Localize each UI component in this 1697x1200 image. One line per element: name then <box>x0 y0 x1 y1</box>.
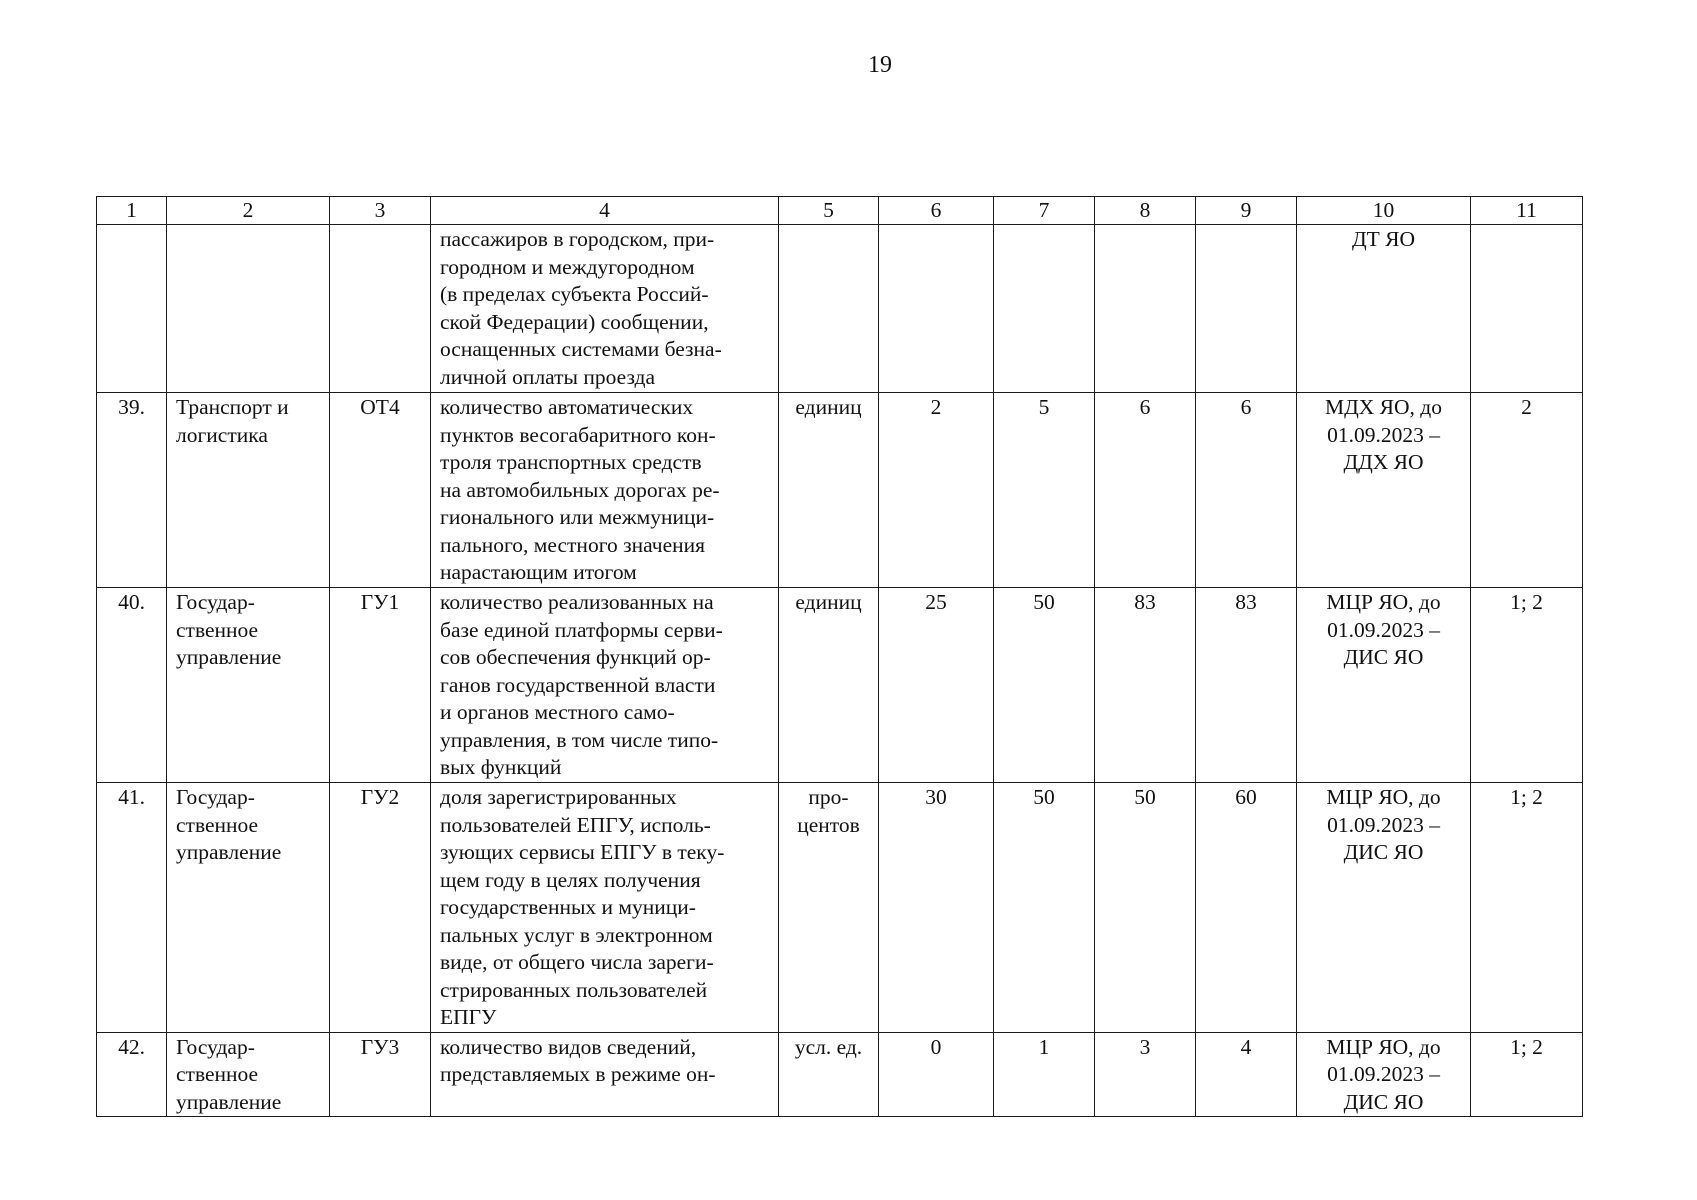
value-cell <box>879 225 994 393</box>
code-cell: ГУ1 <box>330 588 431 783</box>
note-cell: 2 <box>1471 393 1583 588</box>
indicator-cell: количество реализованных на базе единой платформы серви- сов обеспечения функций ор- ганов государственной власти и органов местного само- управления, в том числе типо- вых функций <box>431 588 779 783</box>
column-header: 7 <box>994 197 1095 225</box>
area-cell: Государ- ственное управление <box>167 588 330 783</box>
row-number <box>97 225 167 393</box>
column-header: 1 <box>97 197 167 225</box>
value-cell: 4 <box>1196 1032 1297 1117</box>
note-cell: 1; 2 <box>1471 588 1583 783</box>
unit-cell: про- центов <box>779 783 879 1033</box>
value-cell: 83 <box>1095 588 1196 783</box>
row-number: 39. <box>97 393 167 588</box>
column-number-row <box>97 197 1583 225</box>
value-cell: 25 <box>879 588 994 783</box>
value-cell: 2 <box>879 393 994 588</box>
unit-cell: усл. ед. <box>779 1032 879 1117</box>
indicator-cell: доля зарегистрированных пользователей ЕПГУ, исполь- зующих сервисы ЕПГУ в теку- щем году в целях получения государственных и муници- пальных услуг в электронном виде, от общего числа зареги- стрированных пользователей ЕПГУ <box>431 783 779 1033</box>
value-cell: 1 <box>994 1032 1095 1117</box>
value-cell: 83 <box>1196 588 1297 783</box>
area-cell: Государ- ственное управление <box>167 783 330 1033</box>
indicators-table <box>96 196 1583 1117</box>
value-cell: 30 <box>879 783 994 1033</box>
value-cell: 5 <box>994 393 1095 588</box>
value-cell <box>1196 225 1297 393</box>
value-cell <box>1095 225 1196 393</box>
table-row <box>97 225 1583 393</box>
column-header: 5 <box>779 197 879 225</box>
unit-cell: единиц <box>779 588 879 783</box>
value-cell: 50 <box>994 783 1095 1033</box>
row-number: 40. <box>97 588 167 783</box>
table-row <box>97 393 1583 588</box>
value-cell: 50 <box>994 588 1095 783</box>
responsible-cell: МДХ ЯО, до 01.09.2023 – ДДХ ЯО <box>1297 393 1471 588</box>
unit-cell: единиц <box>779 393 879 588</box>
area-cell: Государ- ственное управление <box>167 1032 330 1117</box>
code-cell: ГУ2 <box>330 783 431 1033</box>
indicator-cell: количество автоматических пунктов весогабаритного кон- троля транспортных средств на автомобильных дорогах ре- гионального или межмуници- пального, местного значения нарастающим итогом <box>431 393 779 588</box>
column-header: 8 <box>1095 197 1196 225</box>
column-header: 10 <box>1297 197 1471 225</box>
note-cell <box>1471 225 1583 393</box>
responsible-cell: МЦР ЯО, до 01.09.2023 – ДИС ЯО <box>1297 783 1471 1033</box>
row-number: 41. <box>97 783 167 1033</box>
area-cell: Транспорт и логистика <box>167 393 330 588</box>
indicator-cell: пассажиров в городском, при- городном и междугородном (в пределах субъекта Россий- ской Федерации) сообщении, оснащенных системами безна- личной оплаты проезда <box>431 225 779 393</box>
value-cell <box>994 225 1095 393</box>
indicator-cell: количество видов сведений, представляемых в режиме он- <box>431 1032 779 1117</box>
column-header: 2 <box>167 197 330 225</box>
code-cell <box>330 225 431 393</box>
value-cell: 6 <box>1095 393 1196 588</box>
value-cell: 3 <box>1095 1032 1196 1117</box>
table-row <box>97 783 1583 1033</box>
code-cell: ГУ3 <box>330 1032 431 1117</box>
column-header: 11 <box>1471 197 1583 225</box>
note-cell: 1; 2 <box>1471 1032 1583 1117</box>
table-row <box>97 1032 1583 1117</box>
area-cell <box>167 225 330 393</box>
page-number: 19 <box>868 52 892 78</box>
column-header: 6 <box>879 197 994 225</box>
value-cell: 60 <box>1196 783 1297 1033</box>
value-cell: 50 <box>1095 783 1196 1033</box>
responsible-cell: МЦР ЯО, до 01.09.2023 – ДИС ЯО <box>1297 1032 1471 1117</box>
note-cell: 1; 2 <box>1471 783 1583 1033</box>
row-number: 42. <box>97 1032 167 1117</box>
column-header: 3 <box>330 197 431 225</box>
column-header: 4 <box>431 197 779 225</box>
responsible-cell: ДТ ЯО <box>1297 225 1471 393</box>
code-cell: ОТ4 <box>330 393 431 588</box>
unit-cell <box>779 225 879 393</box>
value-cell: 0 <box>879 1032 994 1117</box>
value-cell: 6 <box>1196 393 1297 588</box>
table-row <box>97 588 1583 783</box>
responsible-cell: МЦР ЯО, до 01.09.2023 – ДИС ЯО <box>1297 588 1471 783</box>
column-header: 9 <box>1196 197 1297 225</box>
